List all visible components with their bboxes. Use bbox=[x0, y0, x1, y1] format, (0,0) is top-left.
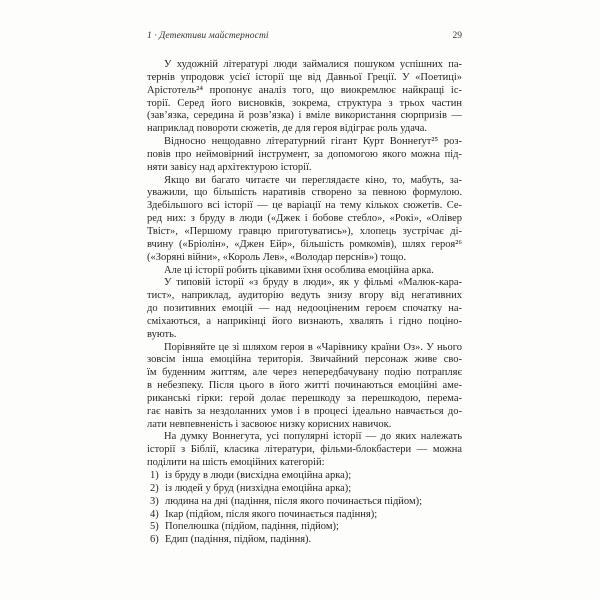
paragraph bbox=[147, 277, 462, 341]
list-item bbox=[147, 483, 462, 496]
text-line: ред них: з бруду в люди («Джек і бобове стебло», «Рокі», «Олівер bbox=[147, 213, 462, 225]
paragraph bbox=[147, 136, 462, 175]
list-item bbox=[147, 534, 462, 547]
text-line: няти завісу над архітектурою історії. bbox=[147, 161, 312, 173]
text-line: історії з Біблії, класика літератури, фільми-блокбастери — можна bbox=[147, 444, 462, 456]
text-line: Якщо ви багато читаєте чи переглядаєте кіно, то, мабуть, за- bbox=[164, 174, 462, 186]
text-line: гає навіть за нездоланних умов і в процесі ідеально навчається до- bbox=[147, 405, 462, 417]
text-line: Арістотель²⁴ пропонує аналіз того, що виокремлює найкращі іс- bbox=[147, 84, 462, 96]
text-line: У типовій історії «з бруду в люди», як у фільмі «Малюк-кара- bbox=[164, 277, 462, 289]
text-line: зовсім інша емоційна територія. Звичайний персонаж живе сво- bbox=[147, 354, 462, 366]
list-item-number: 4) bbox=[150, 508, 159, 520]
text-line: до позитивних емоцій — над недооціненим героєм спочатку на- bbox=[147, 303, 462, 315]
list-item-text: людина на дні (падіння, після якого починається підйом); bbox=[165, 495, 423, 507]
text-line: в небезпеку. Після цього в його житті починаються емоційні аме- bbox=[147, 380, 462, 392]
text-line: наприклад повороти сюжетів, де для героя відіграє роль удача. bbox=[147, 123, 428, 135]
text-line: поділити на шість емоційних категорій: bbox=[147, 457, 325, 469]
text-line: вчину («Бріолін», «Джен Ейр», більшість ромкомів), шлях героя²⁶ bbox=[147, 238, 462, 250]
list-item-number: 2) bbox=[150, 482, 159, 494]
paragraph bbox=[147, 59, 462, 136]
list-item bbox=[147, 521, 462, 534]
paragraph bbox=[147, 175, 462, 265]
running-header bbox=[147, 31, 462, 41]
body-text bbox=[147, 59, 462, 547]
text-line: повів про неймовірний інструмент, за допомогою якого можна під- bbox=[147, 148, 462, 160]
text-line: риканські гірки: герой долає перешкоду за перешкодою, перема- bbox=[147, 392, 462, 404]
text-line: Але ці історії робить цікавими їхня особлива емоційна арка. bbox=[164, 264, 434, 276]
text-line: У художній літературі люди займалися пошуком успішних па- bbox=[164, 59, 462, 70]
list-item bbox=[147, 509, 462, 522]
text-line: Здебільшого всі історії — це варіації на тему кількох сюжетів. Се- bbox=[147, 200, 462, 212]
text-line: уважили, що більшість наративів створено за певною формулою. bbox=[147, 187, 462, 199]
list-item-number: 3) bbox=[150, 495, 159, 507]
text-line: Твіст», «Першому гравцю приготуватись»), хлопець зустрічає ді- bbox=[147, 225, 462, 237]
list-item bbox=[147, 496, 462, 509]
text-line: тернів упродовж усієї історії ще від Давньої Греції. У «Поетиці» bbox=[147, 71, 462, 83]
text-line: сміхаються, а наприкінці його визнають, хвалять і гідно поціно- bbox=[147, 315, 462, 327]
text-line: Відносно нещодавно літературний гігант Курт Воннеґут²⁵ роз- bbox=[164, 136, 462, 148]
chapter-title: 1 · Детективи майстерності bbox=[147, 31, 269, 41]
paragraph bbox=[147, 342, 462, 432]
list-item-text: Попелюшка (підйом, падіння, підйом); bbox=[165, 521, 339, 533]
list-item-number: 6) bbox=[150, 534, 159, 546]
list-item-number: 1) bbox=[150, 470, 159, 481]
list-item-text: Ікар (підйом, після якого починається падіння); bbox=[165, 508, 378, 520]
list-item-text: із людей у бруд (низхідна емоційна арка); bbox=[165, 482, 352, 494]
emotional-categories-list bbox=[147, 470, 462, 547]
paragraph bbox=[147, 431, 462, 470]
list-item-text: Едип (падіння, підйом, падіння). bbox=[165, 534, 312, 546]
text-line: лати невпевненість і засвоює низку корисних навичок. bbox=[147, 418, 392, 430]
text-line: вують. bbox=[147, 328, 177, 340]
text-line: На думку Воннегута, усі популярні історії — до яких належать bbox=[164, 431, 462, 443]
text-line: (зав’язка, середина й розв’язка) і вміле використання сюрпризів — bbox=[147, 110, 462, 122]
text-line: Порівняйте це зі шляхом героя в «Чарівнику країни Оз». У нього bbox=[164, 341, 462, 353]
list-item-text: із бруду в люди (висхідна емоційна арка); bbox=[165, 470, 352, 481]
text-line: («Зоряні війни», «Король Лев», «Володар перснів») тощо. bbox=[147, 251, 407, 263]
page-number: 29 bbox=[452, 31, 462, 41]
paragraph bbox=[147, 265, 462, 278]
list-item bbox=[147, 470, 462, 483]
list-item-number: 5) bbox=[150, 521, 159, 533]
text-line: тист», наприклад, аудиторію ведуть знизу вгору від негативних bbox=[147, 290, 462, 302]
text-line: їм буденним життям, але через непередбачувану подію потрапляє bbox=[147, 367, 462, 379]
text-line: торії. Серед його висновків, зокрема, структура з трьох частин bbox=[147, 97, 462, 109]
